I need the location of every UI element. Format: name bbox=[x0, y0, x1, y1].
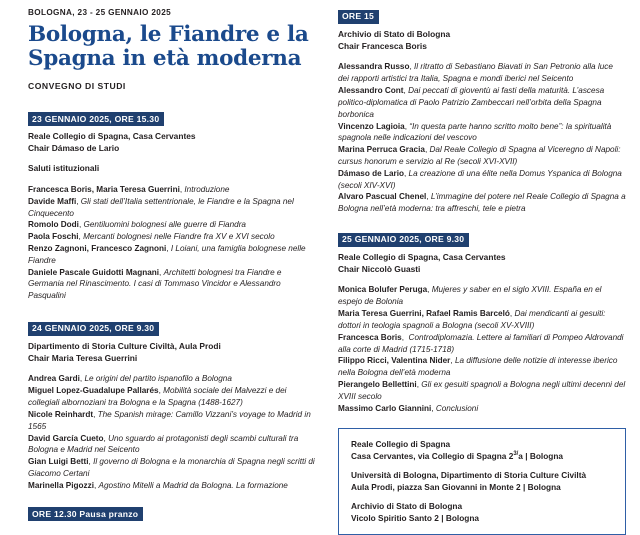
talk-item: Andrea Gardi, Le origini del partito ispanofilo a Bologna bbox=[28, 374, 232, 384]
spacer bbox=[338, 215, 626, 229]
talk-item: Nicole Reinhardt, The Spanish mirage: Camillo Vizzani’s voyage to Madrid in 1565 bbox=[28, 409, 311, 431]
talk-item: Alessandra Russo, Il ritratto di Sebastiano Biavati in San Petronio alla luce dei rapporti artistici tra Italia, Spagna e mondi iberici nel Seicento bbox=[338, 62, 613, 84]
venues-box bbox=[338, 428, 626, 535]
session-venue: Reale Collegio di Spagna, Casa Cervantes bbox=[338, 251, 506, 262]
talk-speaker: Filippo Ricci, Valentina Nider bbox=[338, 356, 451, 366]
venue-address: Vicolo Spiritio Santo 2 | Bologna bbox=[351, 513, 480, 524]
talk-speaker: Maria Teresa Guerrini, Rafael Ramis Barceló bbox=[338, 309, 510, 319]
talk-speaker: Davide Maffi bbox=[28, 196, 77, 206]
talk-item: Filippo Ricci, Valentina Nider, La diffusione delle notizie di interesse iberico nella Bologna dell’età moderna bbox=[338, 356, 618, 378]
talk-item: Alessandro Cont, Dai peccati di gioventù ai fasti della maturità. L’ascesa politico-diplomatica di Paolo Patrizio Zambeccari nell’orbita della Spagna borbonica bbox=[338, 86, 605, 119]
talk-title: Conclusioni bbox=[435, 403, 479, 413]
talk-title: I Loiani, una famiglia bolognese nelle Fiandre bbox=[28, 243, 306, 265]
venue-address-fraction: 3/ bbox=[513, 451, 519, 458]
session-chair: Chair Niccolò Guasti bbox=[338, 263, 421, 274]
venue-address-pre: Casa Cervantes, via Collegio di Spagna 2 bbox=[351, 451, 514, 462]
talk-speaker: David García Cueto bbox=[28, 433, 104, 443]
talk-title: Le origini del partito ispanofilo a Bologna bbox=[84, 374, 232, 384]
talk-speaker: Alessandro Cont bbox=[338, 86, 404, 96]
talk-item: Marinella Pigozzi, Agostino Mitelli a Madrid da Bologna. La formazione bbox=[28, 480, 288, 490]
session-chair: Chair Maria Teresa Guerrini bbox=[28, 352, 138, 363]
talk-title: La diffusione delle notizie di interesse iberico nella Bologna dell’età moderna bbox=[338, 356, 618, 378]
session-chair: Chair Francesca Boris bbox=[338, 40, 427, 51]
talk-title: “In questa parte hanno scritto molto bene”: la spiritualità spagnola nelle indicazioni del vescovo bbox=[338, 121, 612, 143]
talk-speaker: Miguel Lopez-Guadalupe Pallarés bbox=[28, 386, 159, 396]
venue-name: Archivio di Stato di Bologna bbox=[351, 501, 463, 512]
talk-item: Alvaro Pascual Chenel, L’immagine del potere nel Reale Collegio di Spagna a Bologna nell’età moderna: tra affreschi, tele e pietra bbox=[338, 192, 626, 214]
talk-item: Paola Foschi, Mercanti bolognesi nelle Fiandre fra XV e XVI secolo bbox=[28, 232, 275, 242]
talk-title: Gentiluomini bolognesi alle guerre di Fiandra bbox=[83, 220, 246, 230]
page-title bbox=[28, 23, 316, 72]
talk-item: David García Cueto, Uno sguardo ai protagonisti degli scambi culturali tra Bologna e Madrid nel Seicento bbox=[28, 433, 299, 455]
session-chair: Chair Dámaso de Lario bbox=[28, 143, 120, 154]
venue-entry bbox=[351, 469, 613, 493]
session-24-jan-afternoon bbox=[338, 6, 626, 215]
session-venue: Dipartimento di Storia Culture Civiltà, Aula Prodi bbox=[28, 340, 221, 351]
talk-item: Monica Bolufer Peruga, Mujeres y saber en el siglo XVIII. España en el espejo de Bolonia bbox=[338, 285, 602, 307]
session-date-band: 23 GENNAIO 2025, ORE 15.30 bbox=[28, 112, 164, 126]
venue-entry bbox=[351, 438, 613, 462]
talk-title: Mercanti bolognesi nelle Fiandre fra XV e XVI secolo bbox=[83, 232, 275, 242]
session-time-band: ORE 15 bbox=[338, 10, 379, 24]
talk-speaker: Monica Bolufer Peruga bbox=[338, 285, 428, 295]
talk-item: Renzo Zagnoni, Francesco Zagnoni, I Loiani, una famiglia bolognese nelle Fiandre bbox=[28, 243, 306, 265]
poster-kicker: BOLOGNA, 23 - 25 GENNAIO 2025 bbox=[28, 8, 172, 17]
talk-title: Dai peccati di gioventù ai fasti della maturità. L’ascesa politico-diplomatica di Paolo Patrizio Zambeccari nell’orbita della Spagna borbonica bbox=[338, 86, 605, 119]
talk-speaker: Pierangelo Bellettini bbox=[338, 379, 417, 389]
talk-speaker: Renzo Zagnoni, Francesco Zagnoni bbox=[28, 243, 167, 253]
talk-title: L’immagine del potere nel Reale Collegio di Spagna a Bologna nell’età moderna: tra affreschi, tele e pietra bbox=[338, 192, 626, 214]
talk-title: The Spanish mirage: Camillo Vizzani’s voyage to Madrid in 1565 bbox=[28, 409, 311, 431]
talk-item: Vincenzo Lagioia, “In questa parte hanno scritto molto bene”: la spiritualità spagnola nelle indicazioni del vescovo bbox=[338, 121, 612, 143]
talk-title: Dai mendicanti ai gesuiti: dottori in teologia spagnoli a Bologna (secoli XV-XVIII) bbox=[338, 309, 606, 330]
talk-title: Introduzione bbox=[184, 184, 230, 194]
spacer bbox=[28, 492, 316, 504]
talk-item: Miguel Lopez-Guadalupe Pallarés, Mobilità sociale dei Malvezzi e dei collegiali albornoziani tra Bologna e la Spagna (1488-1627) bbox=[28, 386, 287, 408]
talk-speaker: Marina Perruca Gracia bbox=[338, 145, 425, 155]
title-line-1: Bologna, le Fiandre e la bbox=[28, 22, 309, 47]
session-venue: Reale Collegio di Spagna, Casa Cervantes bbox=[28, 131, 196, 142]
talk-speaker: Andrea Gardi bbox=[28, 374, 80, 384]
talk-title: Gli ex gesuiti spagnoli a Bologna negli ultimi decenni del XVIII secolo bbox=[338, 379, 626, 401]
spacer bbox=[28, 302, 316, 318]
talk-title: Uno sguardo ai protagonisti degli scambi culturali tra Bologna e Madrid nel Seicento bbox=[28, 433, 299, 455]
venue-name: Università di Bologna, Dipartimento di Storia Culture Civiltà bbox=[351, 470, 587, 481]
talk-speaker: Paola Foschi bbox=[28, 232, 79, 242]
venue-name: Reale Collegio di Spagna bbox=[351, 439, 451, 450]
talk-item: Davide Maffi, Gli stati dell’Italia settentrionale, le Fiandre e la Spagna nel Cinquecento bbox=[28, 196, 294, 218]
talk-title: Il governo di Bologna e la monarchia di Spagna negli scritti di Giacomo Certani bbox=[28, 457, 315, 478]
session-24-jan-morning bbox=[28, 318, 316, 526]
talk-speaker: Romolo Dodi bbox=[28, 220, 79, 230]
talk-speaker: Vincenzo Lagioia bbox=[338, 121, 405, 131]
venue-address: Aula Prodi, piazza San Giovanni in Monte 2 | Bologna bbox=[351, 482, 561, 493]
talk-speaker: Daniele Pascale Guidotti Magnani bbox=[28, 267, 160, 277]
talk-item: Gian Luigi Betti, Il governo di Bologna e la monarchia di Spagna negli scritti di Giacomo Certani bbox=[28, 457, 315, 478]
talk-title: Mujeres y saber en el siglo XVIII. España en el espejo de Bolonia bbox=[338, 285, 602, 307]
talk-item: Marina Perruca Gracia, Dal Reale Collegio di Spagna al Viceregno di Napoli: cursus honorum e servizio al Re (secoli XVI-XVII) bbox=[338, 145, 621, 166]
venue-address-post: a | Bologna bbox=[518, 451, 564, 462]
talk-item: Romolo Dodi, Gentiluomini bolognesi alle guerre di Fiandra bbox=[28, 220, 246, 230]
talk-title: Mobilità sociale dei Malvezzi e dei collegiali albornoziani tra Bologna e la Spagna (1488-1627) bbox=[28, 386, 287, 408]
talk-speaker: Dámaso de Lario bbox=[338, 168, 404, 178]
talk-speaker: Alessandra Russo bbox=[338, 62, 410, 72]
talk-list bbox=[28, 184, 316, 302]
talk-title: Controdiplomazia. Lettere ai familiari di Pompeo Aldrovandi alla corte di Madrid (1715-1718) bbox=[338, 332, 624, 354]
talk-speaker: Alvaro Pascual Chenel bbox=[338, 192, 427, 202]
talk-title: Dal Reale Collegio di Spagna al Viceregno di Napoli: cursus honorum e servizio al Re (secoli XVI-XVII) bbox=[338, 145, 621, 166]
talk-speaker: Gian Luigi Betti bbox=[28, 457, 89, 467]
session-date-band: 25 GENNAIO 2025, ORE 9.30 bbox=[338, 233, 469, 247]
talk-item: Francesca Boris, Controdiplomazia. Lettere ai familiari di Pompeo Aldrovandi alla corte di Madrid (1715-1718) bbox=[338, 332, 624, 354]
session-venue: Archivio di Stato di Bologna bbox=[338, 28, 451, 39]
talk-item: Daniele Pascale Guidotti Magnani, Architetti bolognesi tra Fiandre e Germania nel Rinascimento. I casi di Tommaso Vincidor e Alessandro Pasqualini bbox=[28, 267, 282, 301]
talk-item: Maria Teresa Guerrini, Rafael Ramis Barceló, Dai mendicanti ai gesuiti: dottori in teologia spagnoli a Bologna (secoli XV-XVIII) bbox=[338, 309, 606, 330]
talk-item: Dámaso de Lario, La creazione di una élite nella Domus Yspanica di Bologna (secoli XIV-XVI) bbox=[338, 168, 622, 190]
venue-address bbox=[351, 450, 613, 462]
talk-title: Architetti bolognesi tra Fiandre e Germania nel Rinascimento. I casi di Tommaso Vincidor e Alessandro Pasqualini bbox=[28, 267, 282, 301]
venue-entry bbox=[351, 500, 613, 524]
right-column bbox=[330, 0, 640, 524]
talk-title: Gli stati dell’Italia settentrionale, le Fiandre e la Spagna nel Cinquecento bbox=[28, 196, 294, 218]
session-date-band: 24 GENNAIO 2025, ORE 9.30 bbox=[28, 322, 159, 336]
lunch-break-band: ORE 12.30 Pausa pranzo bbox=[28, 507, 143, 521]
talk-title: La creazione di una élite nella Domus Yspanica di Bologna (secoli XIV-XVI) bbox=[338, 168, 622, 190]
talk-speaker: Francesca Boris, Maria Teresa Guerrini bbox=[28, 184, 180, 194]
session-25-jan bbox=[338, 229, 626, 414]
talk-speaker: Marinella Pigozzi bbox=[28, 480, 94, 490]
talk-title: Il ritratto di Sebastiano Biavati in San Petronio alla luce dei rapporti artistici tra Italia, Spagna e mondi iberici nel Seicento bbox=[338, 62, 613, 84]
talk-speaker: Nicole Reinhardt bbox=[28, 409, 94, 419]
talk-speaker: Massimo Carlo Giannini bbox=[338, 403, 432, 413]
talk-item: Francesca Boris, Maria Teresa Guerrini, Introduzione bbox=[28, 184, 230, 194]
talk-list bbox=[28, 373, 316, 491]
session-note: Saluti istituzionali bbox=[28, 163, 100, 173]
session-23-jan bbox=[28, 109, 316, 302]
talk-list bbox=[338, 284, 626, 414]
talk-speaker: Francesca Boris bbox=[338, 332, 402, 342]
talk-list bbox=[338, 61, 626, 215]
title-line-2: Spagna in età moderna bbox=[28, 46, 302, 72]
talk-item: Massimo Carlo Giannini, Conclusioni bbox=[338, 403, 479, 413]
poster-subtitle: CONVEGNO DI STUDI bbox=[28, 80, 126, 91]
talk-item: Pierangelo Bellettini, Gli ex gesuiti spagnoli a Bologna negli ultimi decenni del XVIII secolo bbox=[338, 379, 626, 401]
talk-title: Agostino Mitelli a Madrid da Bologna. La formazione bbox=[98, 480, 288, 490]
